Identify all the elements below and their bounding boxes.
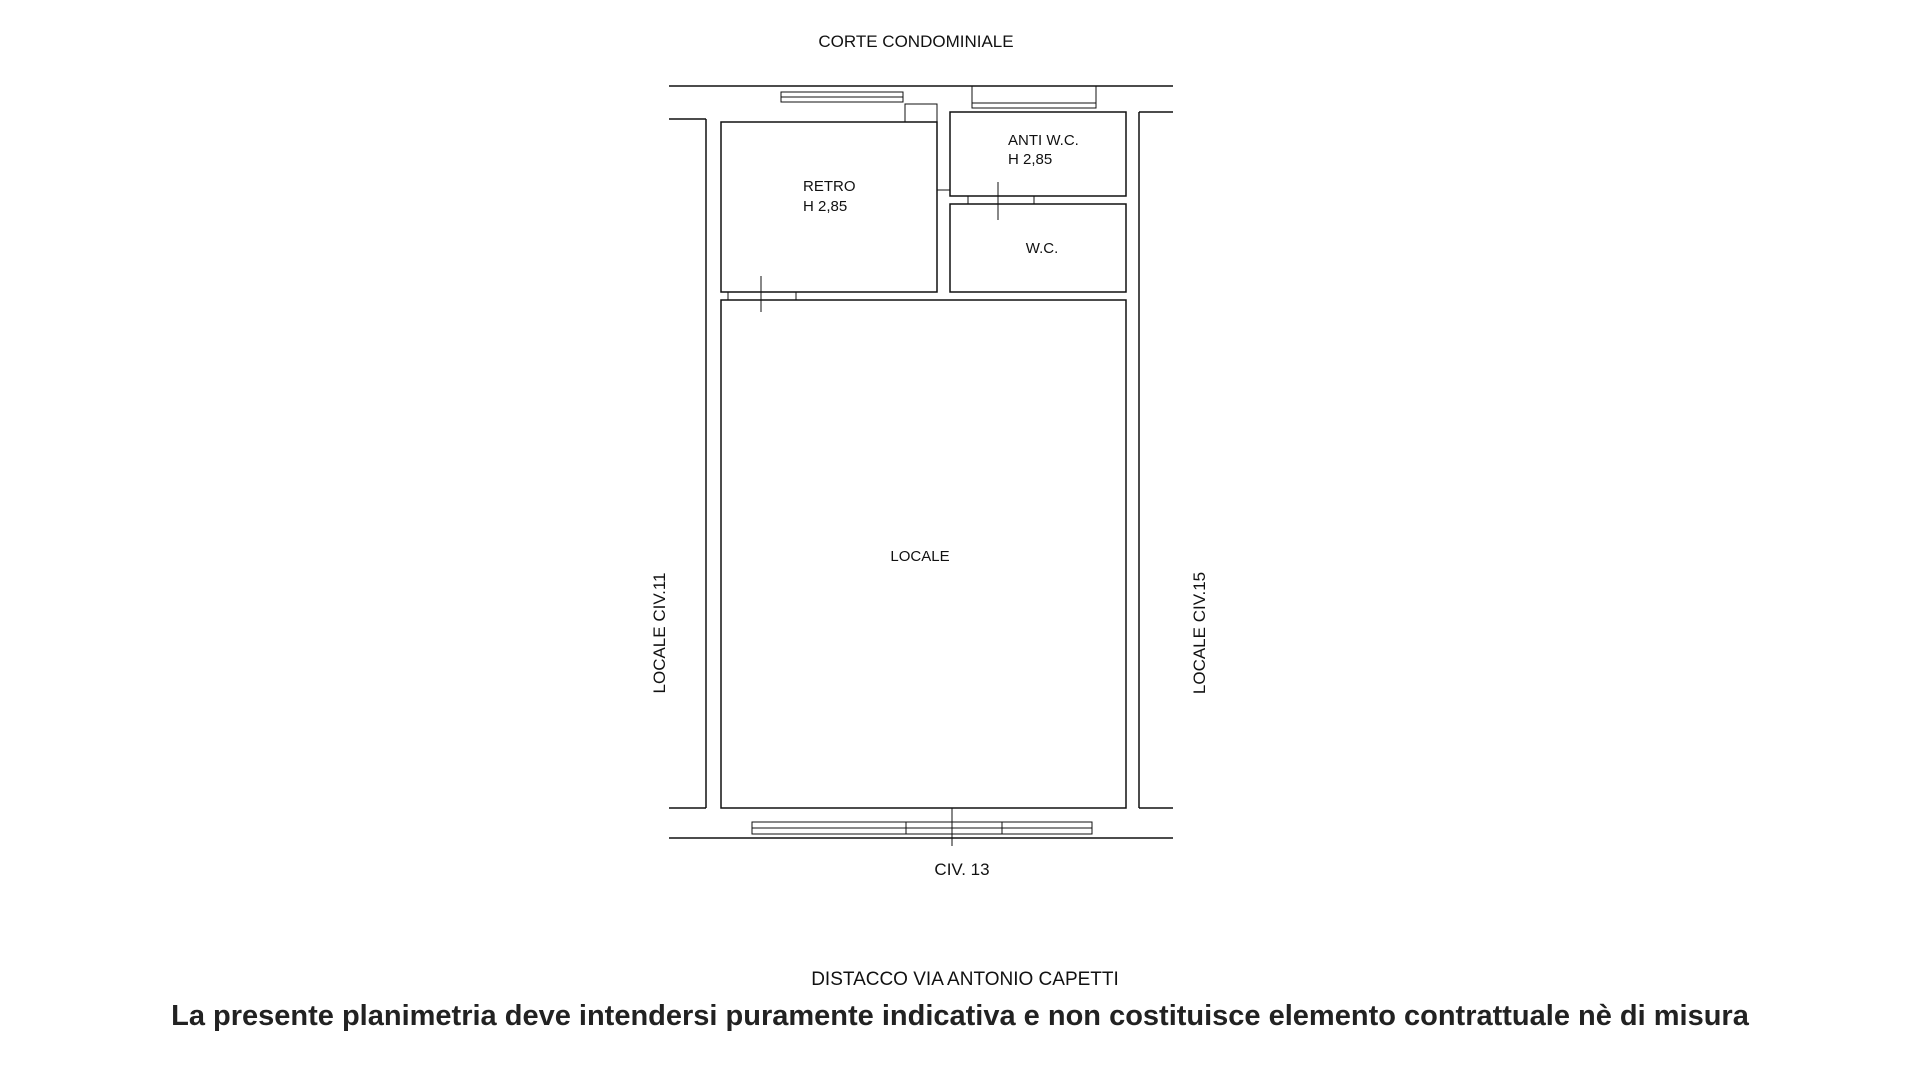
label-corte-condominiale: CORTE CONDOMINIALE xyxy=(818,32,1014,51)
label-wc: W.C. xyxy=(1025,240,1059,257)
label-street: DISTACCO VIA ANTONIO CAPETTI xyxy=(811,969,1119,990)
label-locale: LOCALE xyxy=(890,548,950,565)
exterior-walls xyxy=(669,86,1173,846)
label-right-neighbor: LOCALE CIV.15 xyxy=(1190,571,1209,695)
label-retro: RETRO xyxy=(803,178,856,195)
label-civ-13: CIV. 13 xyxy=(934,860,990,879)
label-anti-wc: ANTI W.C. xyxy=(1008,132,1079,149)
disclaimer-text: La presente planimetria deve intendersi puramente indicativa e non costituisce elemento contrattuale nè di misura xyxy=(171,1000,1749,1032)
label-retro-height: H 2,85 xyxy=(803,198,848,215)
label-anti-wc-height: H 2,85 xyxy=(1008,151,1053,168)
window-top-right xyxy=(972,86,1096,108)
label-left-neighbor: LOCALE CIV.11 xyxy=(650,572,669,694)
rooms xyxy=(721,104,1126,808)
